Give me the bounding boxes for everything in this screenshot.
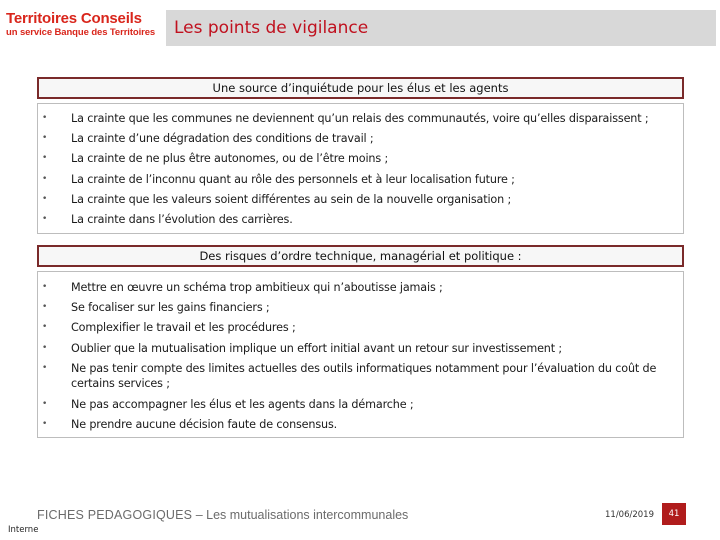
list-item: • La crainte que les communes ne deviennent qu’un relais des communautés, voire qu’elles disparaissent ; <box>42 112 649 125</box>
classification-label: Interne <box>8 525 39 535</box>
list-item: • Ne prendre aucune décision faute de consensus. <box>42 417 338 431</box>
bullet-icon: • <box>42 173 48 184</box>
bullet-icon: • <box>42 193 48 204</box>
section-title-inquietude: Une source d’inquiétude pour les élus et les agents <box>212 81 509 95</box>
list-item: • Complexifier le travail et les procédures ; <box>42 321 296 335</box>
bullet-icon: • <box>42 362 48 373</box>
logo-subtitle: un service Banque des Territoires <box>6 27 156 38</box>
bullet-icon: • <box>42 322 48 333</box>
bullet-icon: • <box>42 133 48 144</box>
bullet-icon: • <box>42 302 48 313</box>
list-item: • Mettre en œuvre un schéma trop ambitieux qui n’aboutisse jamais ; <box>42 281 443 294</box>
page-number-badge: 41 <box>662 503 686 525</box>
logo <box>6 10 168 39</box>
bullet-icon: • <box>42 342 48 353</box>
list-risques <box>42 280 672 437</box>
list-item: • La crainte que les valeurs soient différentes au sein de la nouvelle organisation ; <box>42 192 512 206</box>
footer-label <box>37 508 408 522</box>
list-item: • La crainte dans l’évolution des carrières. <box>42 212 293 226</box>
list-item: • La crainte de ne plus être autonomes, ou de l’être moins ; <box>42 152 389 166</box>
list-item: • Se focaliser sur les gains financiers ; <box>42 301 270 315</box>
bullet-icon: • <box>42 213 48 224</box>
list-item: • La crainte de l’inconnu quant au rôle des personnels et à leur localisation future ; <box>42 172 515 186</box>
footer-label-rest: – Les mutualisations intercommunales <box>192 508 409 522</box>
list-item: • La crainte d’une dégradation des conditions de travail ; <box>42 132 374 146</box>
bullet-icon: • <box>42 418 48 429</box>
list-item: • Ne pas tenir compte des limites actuelles des outils informatiques notamment pour l’évaluation du coût de certains services ; <box>42 361 657 391</box>
page-title: Les points de vigilance <box>174 18 369 38</box>
footer-label-bold: FICHES PEDAGOGIQUES <box>37 508 193 522</box>
bullet-icon: • <box>42 282 48 292</box>
footer-date: 11/06/2019 <box>605 510 654 520</box>
bullet-icon: • <box>42 153 48 164</box>
list-item: • Oublier que la mutualisation implique un effort initial avant un retour sur investissement ; <box>42 341 563 355</box>
bullet-icon: • <box>42 398 48 409</box>
section-title-risques: Des risques d’ordre technique, managérial et politique : <box>199 249 522 263</box>
bullet-icon: • <box>42 113 48 123</box>
list-inquietude <box>42 111 672 232</box>
list-item: • Ne pas accompagner les élus et les agents dans la démarche ; <box>42 397 414 411</box>
section-header-inquietude <box>37 77 684 99</box>
section-header-risques <box>37 245 684 267</box>
logo-title: Territoires Conseils <box>6 10 142 27</box>
